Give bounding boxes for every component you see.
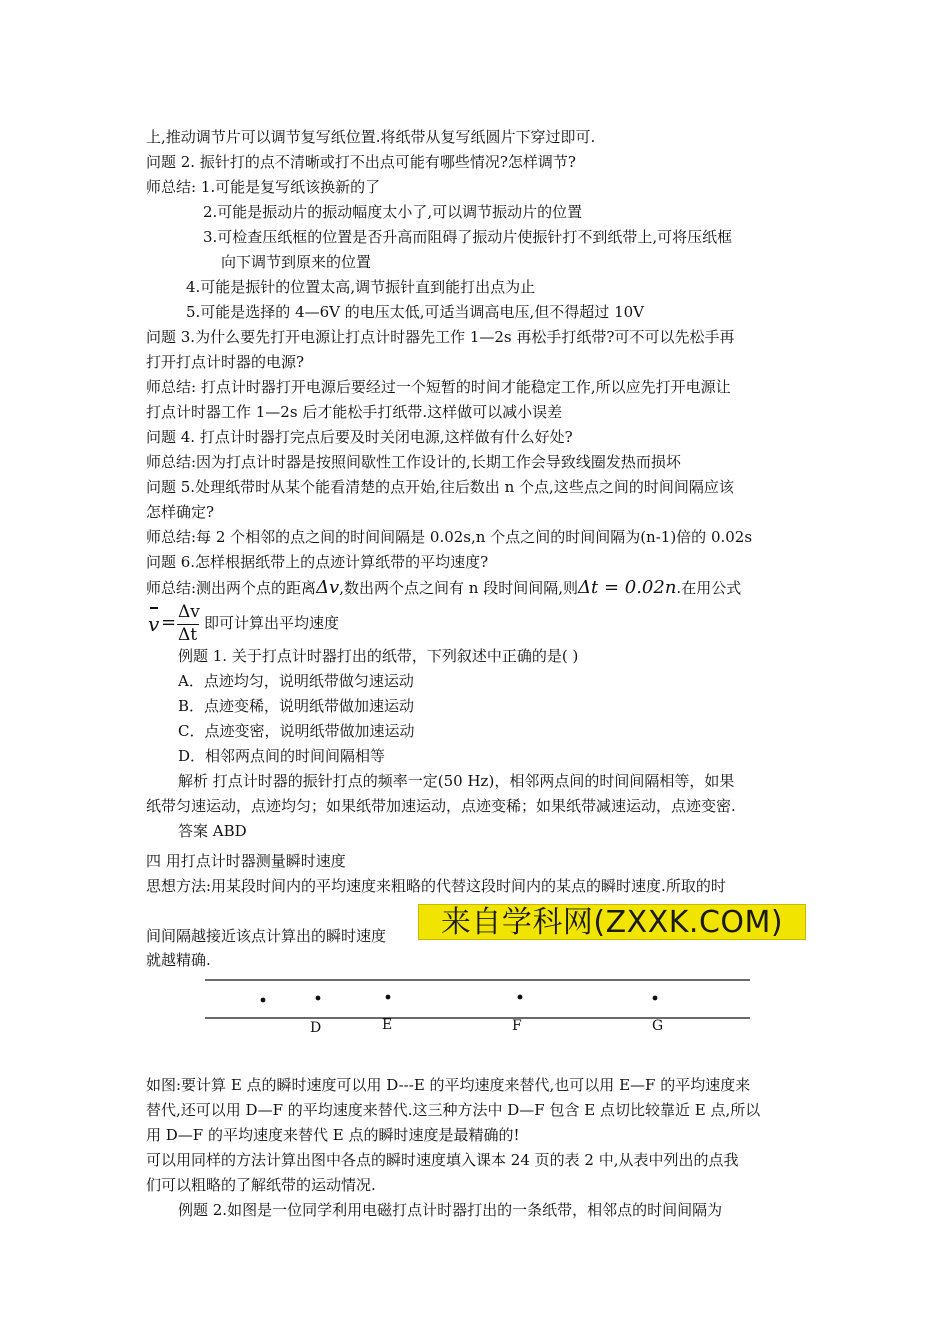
method-text-cont: 间间隔越接近该点计算出的瞬时速度: [146, 927, 387, 945]
tape-dot-d: [316, 996, 321, 1001]
tape-label-g: G: [652, 1018, 664, 1034]
summary-line: 师总结:因为打点计时器是按照间歇性工作设计的,长期工作会导致线圈发热而损坏: [146, 453, 681, 471]
question-5: 问题 5.处理纸带时从某个能看清楚的点开始,往后数出 n 个点,这些点之间的时间间隔应该: [146, 478, 734, 496]
tape-dot: [261, 998, 266, 1003]
delta-v-expression: Δv: [316, 577, 340, 598]
example-1-option-c: C．点迹变密，说明纸带做加速运动: [178, 722, 415, 740]
delta-t-expression: Δt = 0.02n: [577, 577, 677, 598]
formula-mid: ,数出两个点之间有 n 段时间间隔,则: [339, 579, 578, 597]
question-3: 问题 3.为什么要先打开电源让打点计时器先工作 1—2s 再松手打纸带?可不可以先松手再: [146, 328, 735, 346]
formula-suffix: .在用公式: [676, 579, 742, 597]
summary-line: 师总结: 1.可能是复写纸该换新的了: [146, 178, 381, 196]
tape-label-f: F: [512, 1018, 522, 1034]
summary-item-4: 4.可能是振针的位置太高,调节振针直到能打出点为止: [186, 278, 536, 296]
example-1-option-a: A．点迹均匀，说明纸带做匀速运动: [178, 672, 414, 690]
example-2-question: 例题 2.如图是一位同学利用电磁打点计时器打出的一条纸带，相邻点的时间间隔为: [178, 1201, 723, 1219]
summary-line: 师总结: 打点计时器打开电源后要经过一个短暂的时间才能稳定工作,所以应先打开电源让: [146, 378, 731, 396]
example-1-option-d: D．相邻两点间的时间间隔相等: [178, 747, 386, 765]
question-4: 问题 4. 打点计时器打完点后要及时关闭电源,这样做有什么好处?: [146, 428, 573, 446]
example-1-question: 例题 1. 关于打点计时器打出的纸带，下列叙述中正确的是( ): [178, 647, 579, 665]
figure-explanation-cont: 替代,还可以用 D—F 的平均速度来替代.这三种方法中 D—F 包含 E 点切比较靠近 E 点,所以: [146, 1101, 761, 1119]
tape-dot-e: [386, 995, 391, 1000]
text-line: 上,推动调节片可以调节复写纸位置.将纸带从复写纸圆片下穿过即可.: [146, 128, 596, 146]
watermark-banner: 来自学科网(ZXXK.COM): [418, 904, 806, 940]
method-text-end: 就越精确.: [146, 951, 211, 969]
tape-label-e: E: [382, 1017, 393, 1033]
question-6: 问题 6.怎样根据纸带上的点迹计算纸带的平均速度?: [146, 553, 489, 571]
formula-denominator: Δt: [178, 625, 198, 645]
formula-line: [146, 576, 741, 600]
example-1-option-b: B．点迹变稀，说明纸带做加速运动: [178, 697, 415, 715]
tape-label-d: D: [310, 1020, 322, 1036]
summary-item-3-cont: 向下调节到原来的位置: [221, 253, 372, 271]
summary-item-2: 2.可能是振动片的振动幅度太小了,可以调节振动片的位置: [203, 203, 583, 221]
summary-item-3: 3.可检查压纸框的位置是否升高而阻碍了振动片使振针打不到纸带上,可将压纸框: [203, 228, 733, 246]
formula-equals: =: [161, 612, 177, 633]
example-1-analysis: 解析 打点计时器的振针打点的频率一定(50 Hz)，相邻两点间的时间间隔相等，如果: [178, 772, 735, 790]
question-5-cont: 怎样确定?: [146, 503, 215, 521]
summary-line: 师总结:每 2 个相邻的点之间的时间间隔是 0.02s,n 个点之间的时间间隔为(n-1)倍的 0.02s: [146, 528, 753, 546]
formula-prefix: 师总结:测出两个点的距离: [146, 579, 317, 597]
summary-line-cont: 打点计时器工作 1—2s 后才能松手打纸带.这样做可以减小误差: [146, 403, 563, 421]
tape-dot-f: [518, 995, 523, 1000]
formula-lhs: v: [148, 612, 160, 636]
formula-explanation: 即可计算出平均速度: [204, 614, 340, 632]
method-text: 思想方法:用某段时间内的平均速度来粗略的代替这段时间内的某点的瞬时速度.所取的时: [146, 877, 726, 895]
method-note: 可以用同样的方法计算出图中各点的瞬时速度填入课本 24 页的表 2 中,从表中列出的点我: [146, 1151, 739, 1169]
method-note-cont: 们可以粗略的了解纸带的运动情况.: [146, 1176, 376, 1194]
figure-explanation: 如图:要计算 E 点的瞬时速度可以用 D---E 的平均速度来替代,也可以用 E—F 的平均速度来: [146, 1076, 751, 1094]
formula-numerator: Δv: [178, 602, 200, 622]
example-1-analysis-cont: 纸带匀速运动，点迹均匀；如果纸带加速运动，点迹变稀；如果纸带减速运动，点迹变密.: [146, 797, 736, 815]
figure-explanation-end: 用 D—F 的平均速度来替代 E 点的瞬时速度是最精确的!: [146, 1126, 520, 1144]
question-2: 问题 2. 振针打的点不清晰或打不出点可能有哪些情况?怎样调节?: [146, 153, 576, 171]
example-1-answer: 答案 ABD: [178, 822, 247, 840]
section-heading: 四 用打点计时器测量瞬时速度: [146, 852, 346, 870]
average-velocity-formula: [148, 602, 200, 646]
summary-item-5: 5.可能是选择的 4—6V 的电压太低,可适当调高电压,但不得超过 10V: [186, 303, 644, 321]
mean-bar: [150, 607, 158, 609]
tape-dot-g: [653, 996, 658, 1001]
question-3-cont: 打开打点计时器的电源?: [146, 353, 305, 371]
